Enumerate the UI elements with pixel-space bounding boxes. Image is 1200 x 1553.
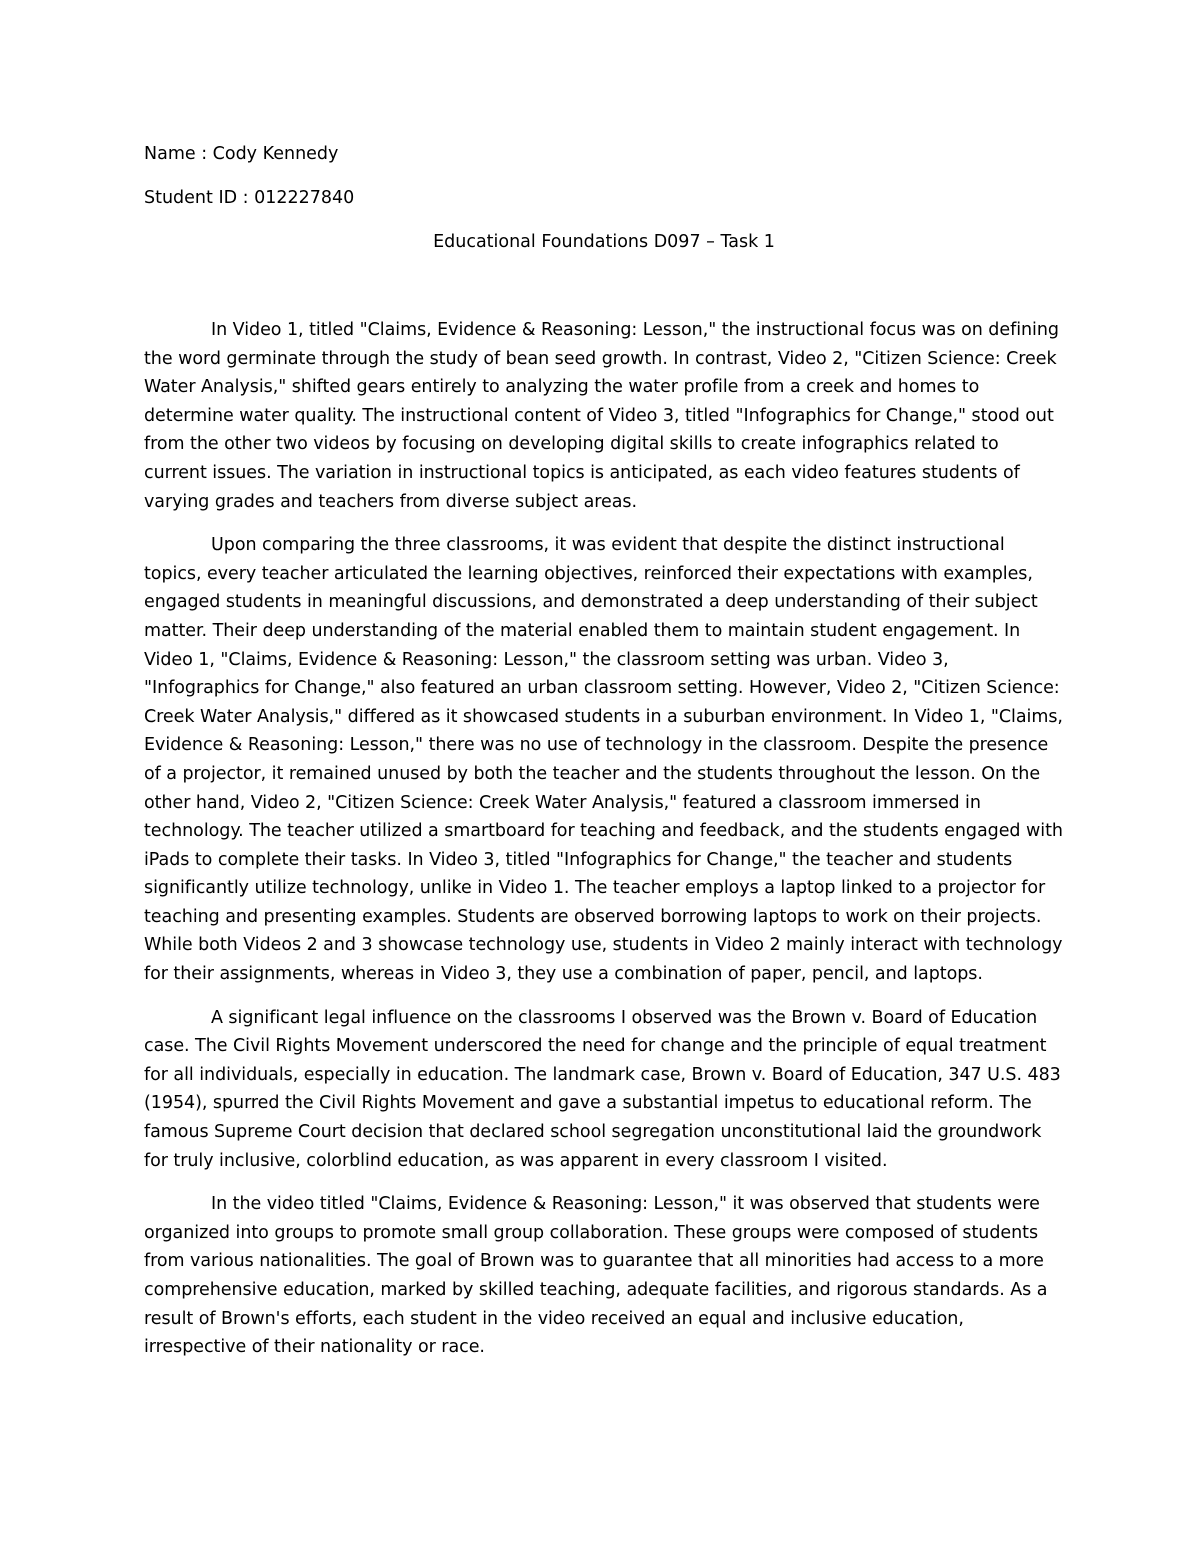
paragraph-3: A significant legal influence on the classrooms I observed was the Brown v. Board of Education case. The Civil Rights Movement underscored the need for change and the principle of equal treatment for all individuals, especially in education. The landmark case, Brown v. Board of Education, 347 U.S. 483 (1954), spurred the Civil Rights Movement and gave a substantial impetus to educational reform. The famous Supreme Court decision that declared school segregation unconstitutional laid the groundwork for truly inclusive, colorblind education, as was apparent in every classroom I visited. [144, 1007, 1061, 1171]
document-title: Educational Foundations D097 – Task 1 [433, 232, 775, 252]
student-id: Student ID : 012227840 [144, 188, 355, 208]
document-page [144, 140, 1064, 1377]
paragraph-4: In the video titled "Claims, Evidence & Reasoning: Lesson," it was observed that students were organized into groups to promote small group collaboration. These groups were composed of students from various nationalities. The goal of Brown was to guarantee that all minorities had access to a more comprehensive education, marked by skilled teaching, adequate facilities, and rigorous standards. As a result of Brown's efforts, each student in the video received an equal and inclusive education, irrespective of their nationality or race. [144, 1194, 1048, 1358]
paragraph-1: In Video 1, titled "Claims, Evidence & Reasoning: Lesson," the instructional focus was on defining the word germinate through the study of bean seed growth. In contrast, Video 2, "Citizen Science: Creek Water Analysis," shifted gears entirely to analyzing the water profile from a creek and homes to determine water quality. The instructional content of Video 3, titled "Infographics for Change," stood out from the other two videos by focusing on developing digital skills to create infographics related to current issues. The variation in instructional topics is anticipated, as each video features students of varying grades and teachers from diverse subject areas. [144, 320, 1059, 512]
student-name: Name : Cody Kennedy [144, 144, 339, 164]
paragraph-2: Upon comparing the three classrooms, it was evident that despite the distinct instructional topics, every teacher articulated the learning objectives, reinforced their expectations with examples, engaged students in meaningful discussions, and demonstrated a deep understanding of their subject matter. Their deep understanding of the material enabled them to maintain student engagement. In Video 1, "Claims, Evidence & Reasoning: Lesson," the classroom setting was urban. Video 3, "Infographics for Change," also featured an urban classroom setting. However, Video 2, "Citizen Science: Creek Water Analysis," differed as it showcased students in a suburban environment. In Video 1, "Claims, Evidence & Reasoning: Lesson," there was no use of technology in the classroom. Despite the presence of a projector, it remained unused by both the teacher and the students throughout the lesson. On the other hand, Video 2, "Citizen Science: Creek Water Analysis," featured a classroom immersed in technology. The teacher utilized a smartboard for teaching and feedback, and the students engaged with iPads to complete their tasks. In Video 3, titled "Infographics for Change," the teacher and students significantly utilize technology, unlike in Video 1. The teacher employs a laptop linked to a projector for teaching and presenting examples. Students are observed borrowing laptops to work on their projects. While both Videos 2 and 3 showcase technology use, students in Video 2 mainly interact with technology for their assignments, whereas in Video 3, they use a combination of paper, pencil, and laptops. [144, 535, 1063, 985]
